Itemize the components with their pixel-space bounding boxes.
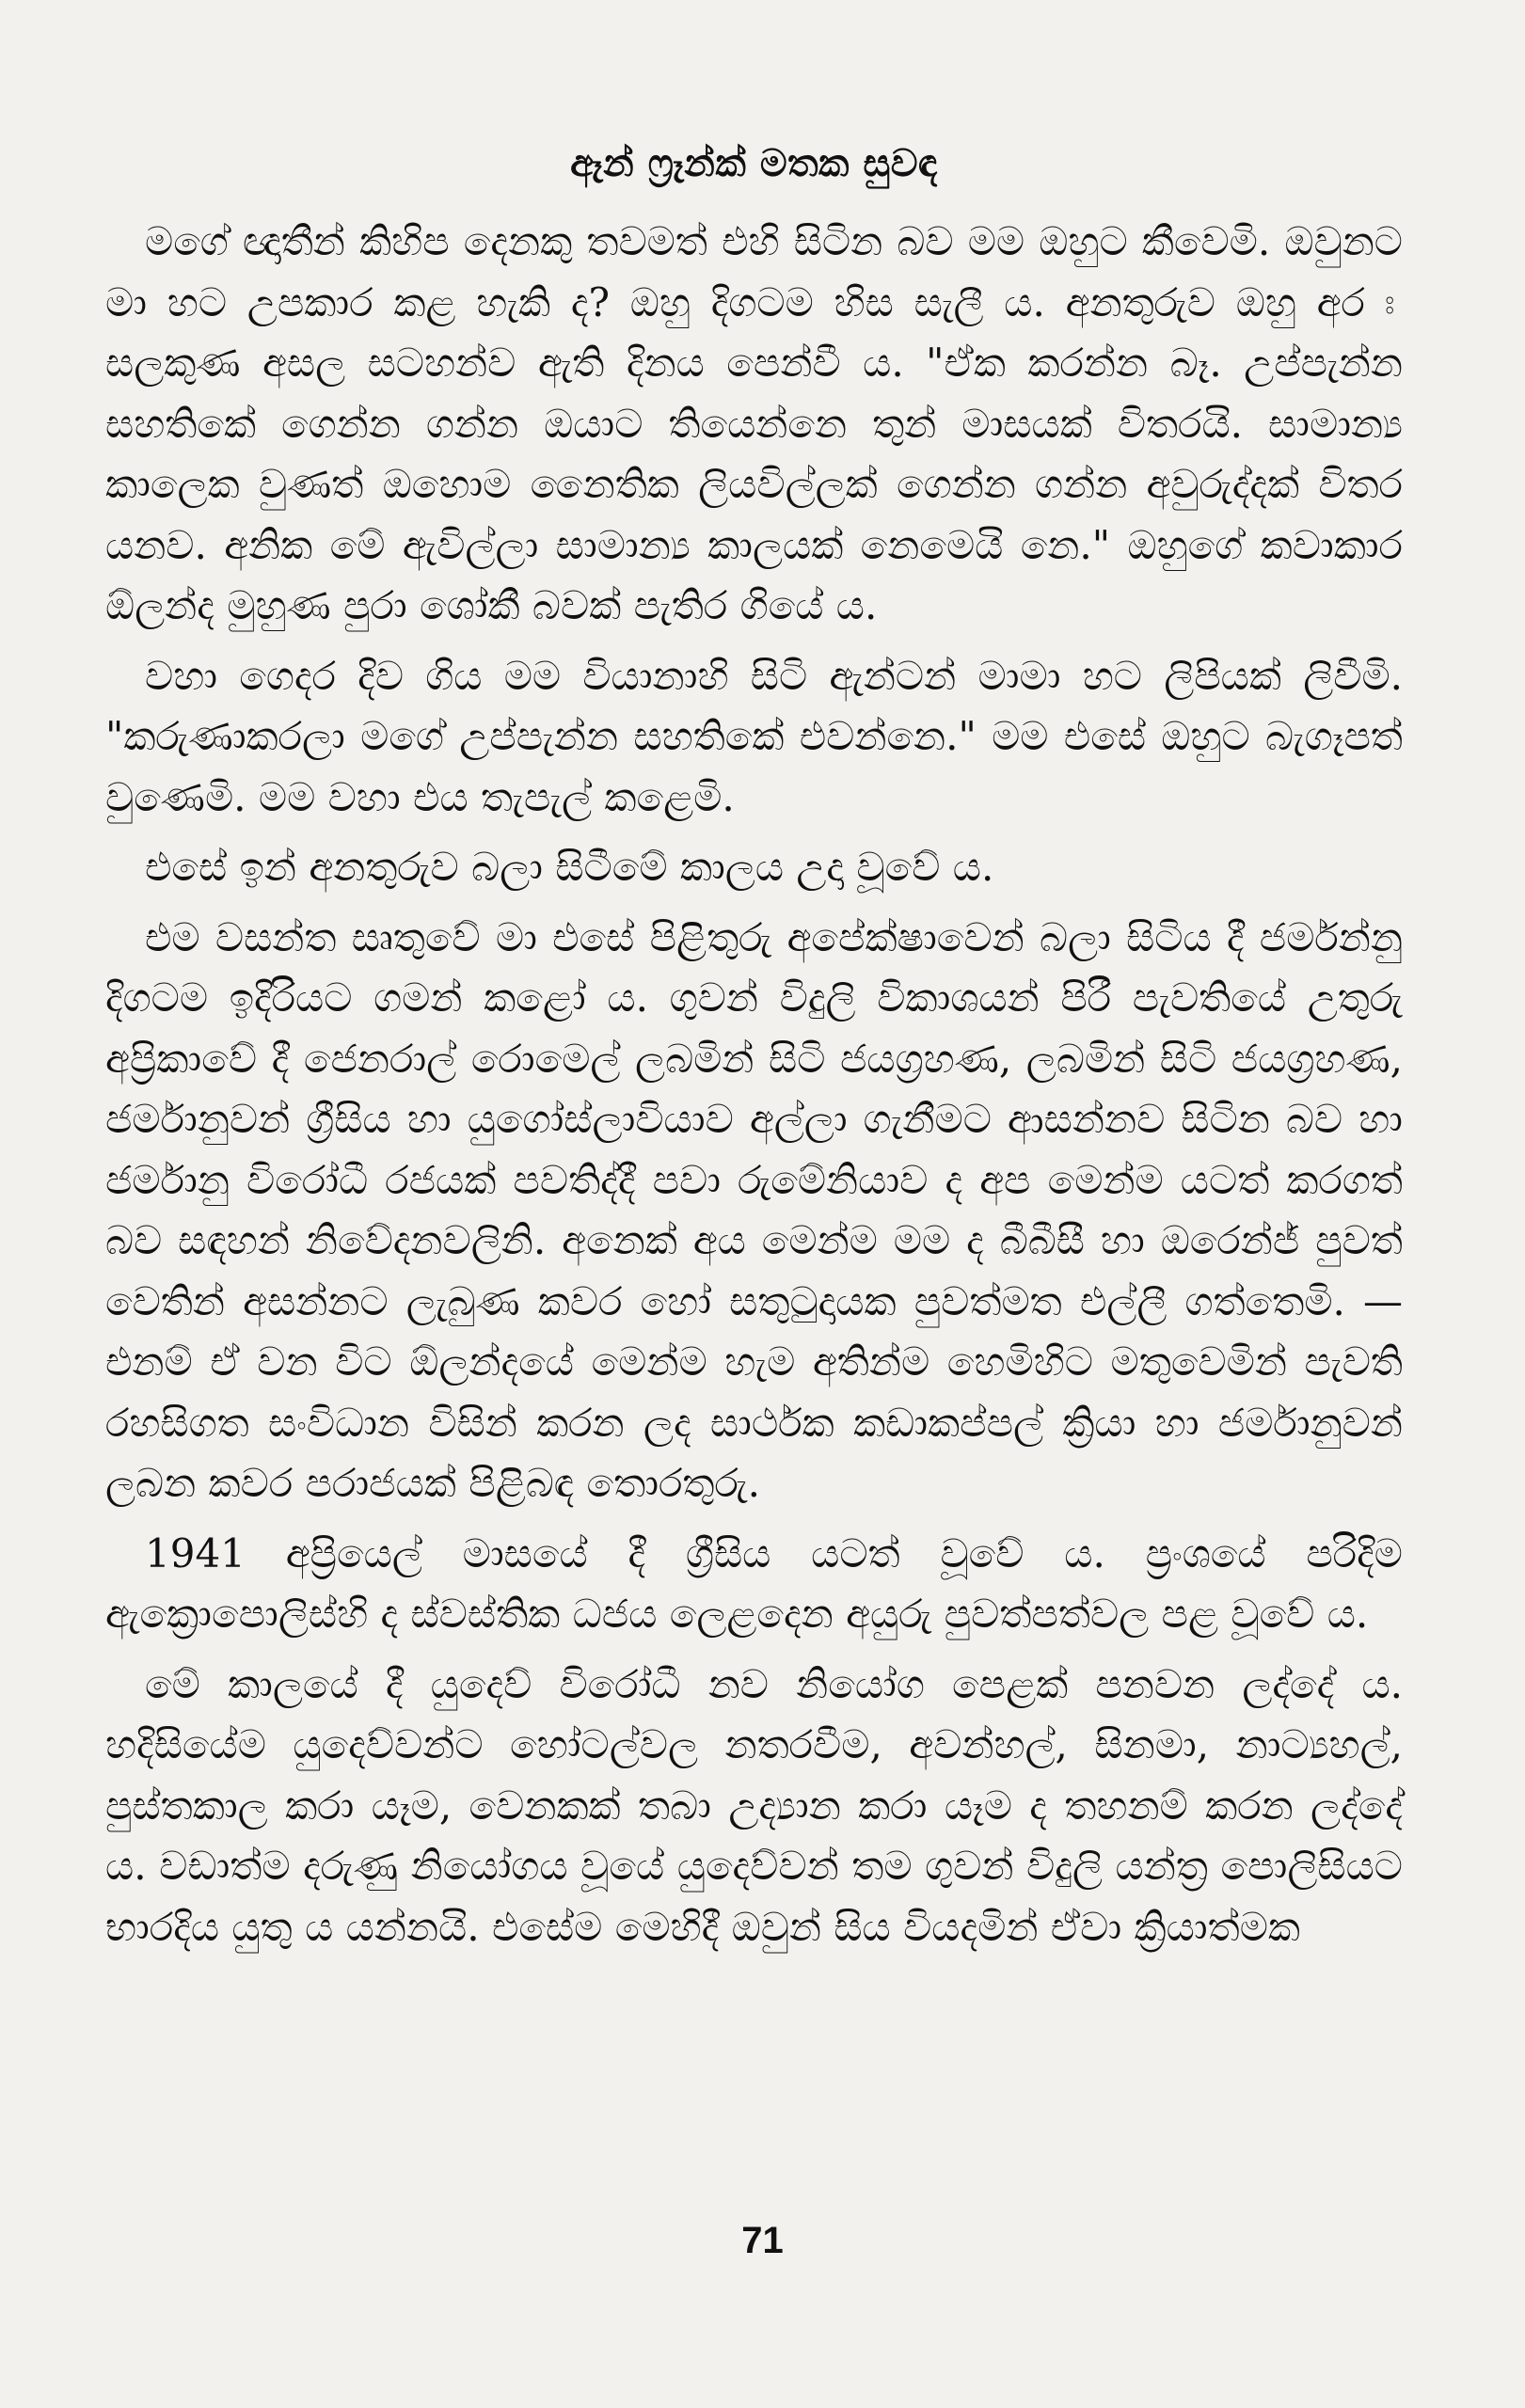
paragraph: මගේ ඥාතීන් කිහිප දෙනකු තවමත් එහි සිටින බව මම ඔහුට කීවෙමි. ඔවුනට මා හට උපකාර කළ හැකි ද? ඔහු දිගටම හිස සැලී ය. අනතුරුව ඔහු අර ඃ සලකුණ අසල සටහන්ව ඇති දිනය පෙන්වී ය. "ඒක කරන්න බෑ. උප්පැන්න සහතිකේ ගෙන්න ගන්න ඔයාට තියෙන්නෙ තුන් මාසයක් විතරයි. සාමාන්‍ය කාලෙක වුණත් ඔහොම නෛතික ලියවිල්ලක් ගෙන්න ගන්න අවුරුද්දක් විතර යනව. අනික මේ ඇවිල්ලා සාමාන්‍ය කාලයක් නෙමෙයි නෙ." ඔහුගේ කවාකාර ඕලන්ද මුහුණ පුරා ශෝකී බවක් පැතිර ගියේ ය. — [105, 218, 1403, 628]
paragraph: 1941 අප්‍රියෙල් මාසයේ දී ග්‍රීසිය යටත් වූවේ ය. ප්‍රංශයේ පරිදිම ඇක්‍රොපොලිස්හි ද ස්වස්තික ධජය ලෙළදෙන අයුරු පුවත්පත්වල පළ වූවේ ය. — [105, 1529, 1403, 1637]
page-number: 71 — [741, 2220, 784, 2261]
paragraph: එම වසන්ත සෘතුවේ මා එසේ පිළිතුරු අපේක්ෂාවෙන් බලා සිටිය දී ජර්මන්නු දිගටම ඉදිරියට ගමන් කළෝ ය. ගුවන් විදුලි විකාශයන් පිරී පැවතියේ උතුරු අප්‍රිකාවේ දී ජෙනරාල් රොමෙල් ලබමින් සිටි ජයග්‍රහණ, ලබමින් සිටි ජයග්‍රහණ, ජර්මානුවන් ග්‍රීසිය හා යුගෝස්ලාවියාව අල්ලා ගැනීමට ආසන්නව සිටින බව හා ජර්මානු විරෝධී රජයක් පවතිද්දී පවා රුමේනියාව ද අප මෙන්ම යටත් කරගත් බව සඳහන් නිවේදනවලිනි. අනෙක් අය මෙන්ම මම ද බීබීසී හා ඔරෙන්ජ් පුවත් වෙතින් අසන්නට ලැබුණ කවර හෝ සතුටුදායක පුවත්මත එල්ලී ගත්තෙමි. — එනම් ඒ වන විට ඕලන්දයේ මෙන්ම හැම අතින්ම හෙමිහිට මතුවෙමින් පැවති රහසිගත සංවිධාන විසින් කරන ලද සාර්ථක කඩාකප්පල් ක්‍රියා හා ජර්මානුවන් ලබන කවර පරාජයක් පිළිබඳ තොරතුරු. — [105, 913, 1403, 1506]
paragraph: එසේ ඉන් අනතුරුව බලා සිටීමේ කාලය උදා වූවේ ය. — [145, 844, 994, 890]
body-text — [105, 212, 1403, 1957]
paragraph: මේ කාලයේ දී යුදෙව් විරෝධී නව නියෝග පෙළක් පනවන ලද්දේ ය. හදිසියේම යුදෙව්වන්ට හෝටල්වල නතරවීම, අවන්හල්, සිනමා, නාට්‍යහල්, පුස්තකාල කරා යෑම, වෙනකක් තබා උද්‍යාන කරා යෑම ද තහනම් කරන ලද්දේ ය. වඩාත්ම දරුණු නියෝගය වූයේ යුදෙව්වන් තම ගුවන් විදුලි යන්ත්‍ර පොලිසියට භාරදිය යුතු ය යන්නයි. එසේම මෙහිදී ඔවුන් සිය වියදමින් ඒවා ක්‍රියාත්මක — [105, 1660, 1403, 1950]
paragraph: වහා ගෙදර දිව ගිය මම වියානාහි සිටි ඇන්ටන් මාමා හට ලිපියක් ලිවීමි. "කරුණාකරලා මගේ උප්පැන්න සහතිකේ එවන්නෙ." මම එසේ ඔහුට බැගෑපත් වුණෙමි. මම වහා එය තැපැල් කළෙමි. — [105, 652, 1403, 820]
running-header: ඈන් ෆ්‍රෑන්ක් මතක සුවඳ — [570, 141, 938, 185]
